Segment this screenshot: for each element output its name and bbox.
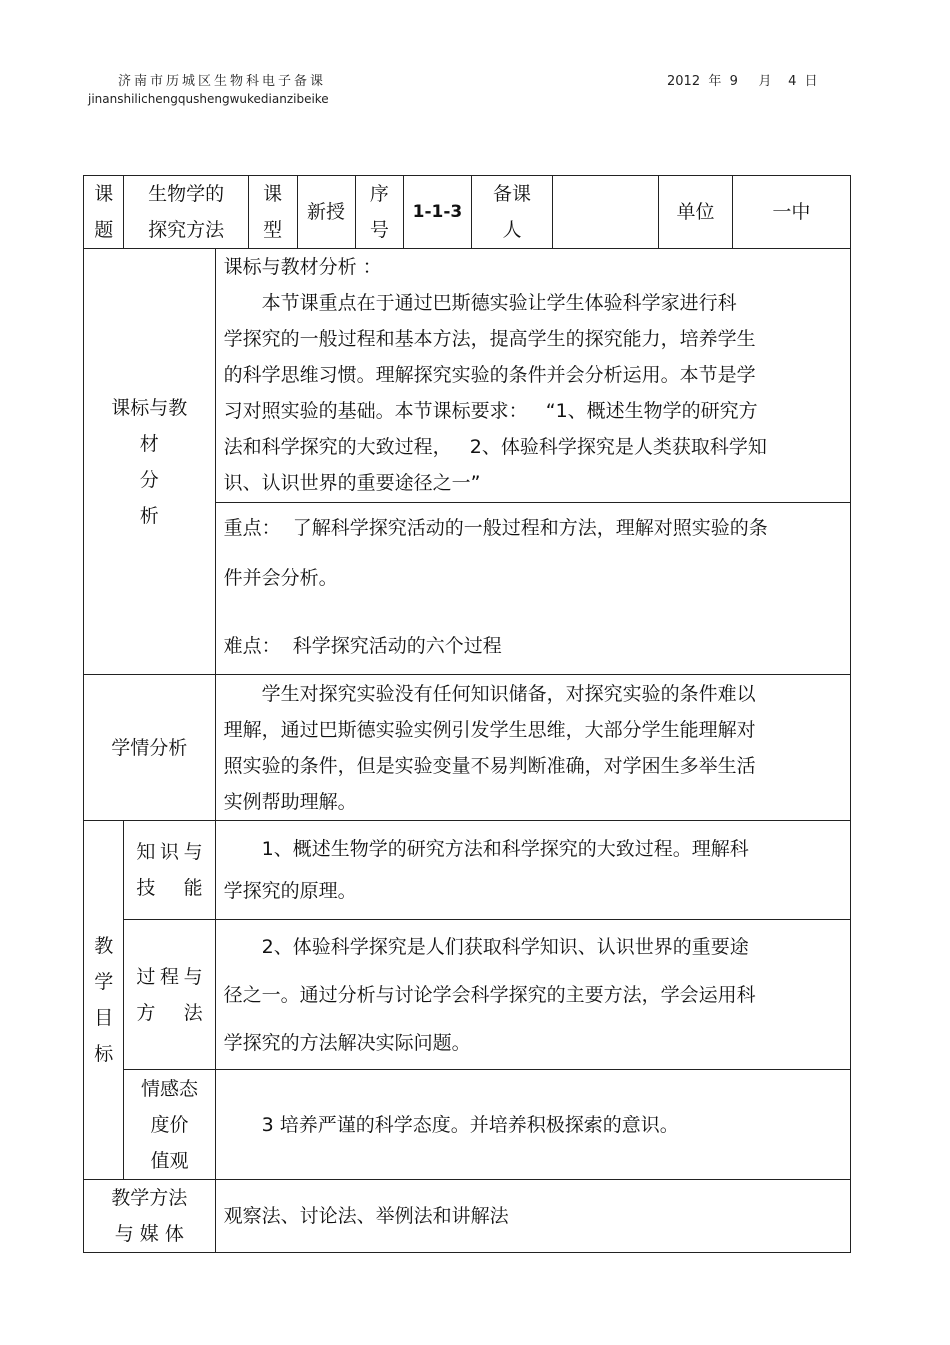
analysis-line: 学探究的一般过程和基本方法，提高学生的探究能力，培养学生: [223, 328, 756, 350]
process-label: 过程与 方 法: [124, 920, 215, 1070]
analysis-content: [215, 249, 850, 503]
header-pinyin: jinanshilichengqushengwukedianzibeike: [88, 92, 329, 106]
process-line: 学探究的方法解决实际问题。: [223, 1031, 471, 1054]
emotion-label: 情感态 度价 值观: [124, 1070, 215, 1180]
objective-process-row: [84, 920, 851, 1070]
methods-text: 观察法、讨论法、举例法和讲解法: [223, 1205, 509, 1227]
objective-emotion-row: [84, 1070, 851, 1180]
process-content: [215, 920, 850, 1070]
knowledge-label: 知识与 技 能: [124, 821, 215, 920]
student-analysis-line: 学生对探究实验没有任何知识储备，对探究实验的条件难以: [261, 682, 756, 705]
process-line: 径之一。通过分析与讨论学会科学探究的主要方法，学会运用科: [223, 983, 756, 1006]
methods-content: [215, 1180, 850, 1253]
knowledge-content: [215, 821, 850, 920]
emotion-text: 3 培养严谨的科学态度。并培养积极探索的意识。: [261, 1113, 679, 1136]
objectives-label: 教 学 目 标: [84, 821, 124, 1180]
lesson-plan-table: [83, 175, 851, 1253]
ke-xing-value: 新授: [297, 176, 355, 249]
analysis-row: [84, 249, 851, 503]
dan-wei-label: 单位: [659, 176, 733, 249]
methods-row: [84, 1180, 851, 1253]
methods-label: 教学方法 与 媒 体: [84, 1180, 216, 1253]
objective-knowledge-row: [84, 821, 851, 920]
dan-wei-value: 一中: [732, 176, 850, 249]
student-analysis-label: 学情分析: [84, 675, 216, 821]
bei-ke-ren-label: 备课 人: [471, 176, 553, 249]
key-points-line: 重点： 了解科学探究活动的一般过程和方法，理解对照实验的条: [223, 517, 768, 539]
xu-hao-value: 1-1-3: [404, 176, 471, 249]
analysis-line: 的科学思维习惯。理解探究实验的条件并会分析运用。本节是学: [223, 364, 756, 386]
student-analysis-row: [84, 675, 851, 821]
key-points-line: 件并会分析。: [223, 567, 338, 589]
analysis-heading: 课标与教材分析 ：: [223, 256, 382, 278]
key-points-content: [215, 503, 850, 675]
analysis-line: 本节课重点在于通过巴斯德实验让学生体验科学家进行科: [261, 292, 737, 314]
process-line: 2、体验科学探究是人们获取科学知识、认识世界的重要途: [261, 935, 749, 958]
analysis-line: 法和科学探究的大致过程， 2、体验科学探究是人类获取科学知: [223, 436, 767, 458]
header-date: 2012 年 9 月 4 日: [667, 74, 818, 89]
bei-ke-ren-value: [553, 176, 659, 249]
header-title: 济南市历城区生物科电子备课: [118, 74, 327, 89]
emotion-content: [215, 1070, 850, 1180]
ke-xing-label: 课 型: [248, 176, 297, 249]
student-analysis-line: 实例帮助理解。: [223, 790, 357, 813]
knowledge-line: 1、概述生物学的研究方法和科学探究的大致过程。理解科: [261, 838, 749, 860]
analysis-label: 课标与教 材 分 析: [84, 249, 216, 675]
student-analysis-content: [215, 675, 850, 821]
analysis-line: 识、认识世界的重要途径之一”: [223, 472, 481, 494]
info-row: [84, 176, 851, 249]
ke-ti-label: 课 题: [84, 176, 124, 249]
student-analysis-line: 理解，通过巴斯德实验实例引发学生思维，大部分学生能理解对: [223, 718, 756, 741]
analysis-line: 习对照实验的基础。本节课标要求： “1、概述生物学的研究方: [223, 400, 758, 422]
knowledge-line: 学探究的原理。: [223, 880, 357, 902]
difficulty-text: 难点： 科学探究活动的六个过程: [223, 635, 502, 657]
ke-ti-value: 生物学的 探究方法: [124, 176, 248, 249]
xu-hao-label: 序 号: [355, 176, 404, 249]
student-analysis-line: 照实验的条件，但是实验变量不易判断准确，对学困生多举生活: [223, 754, 756, 777]
